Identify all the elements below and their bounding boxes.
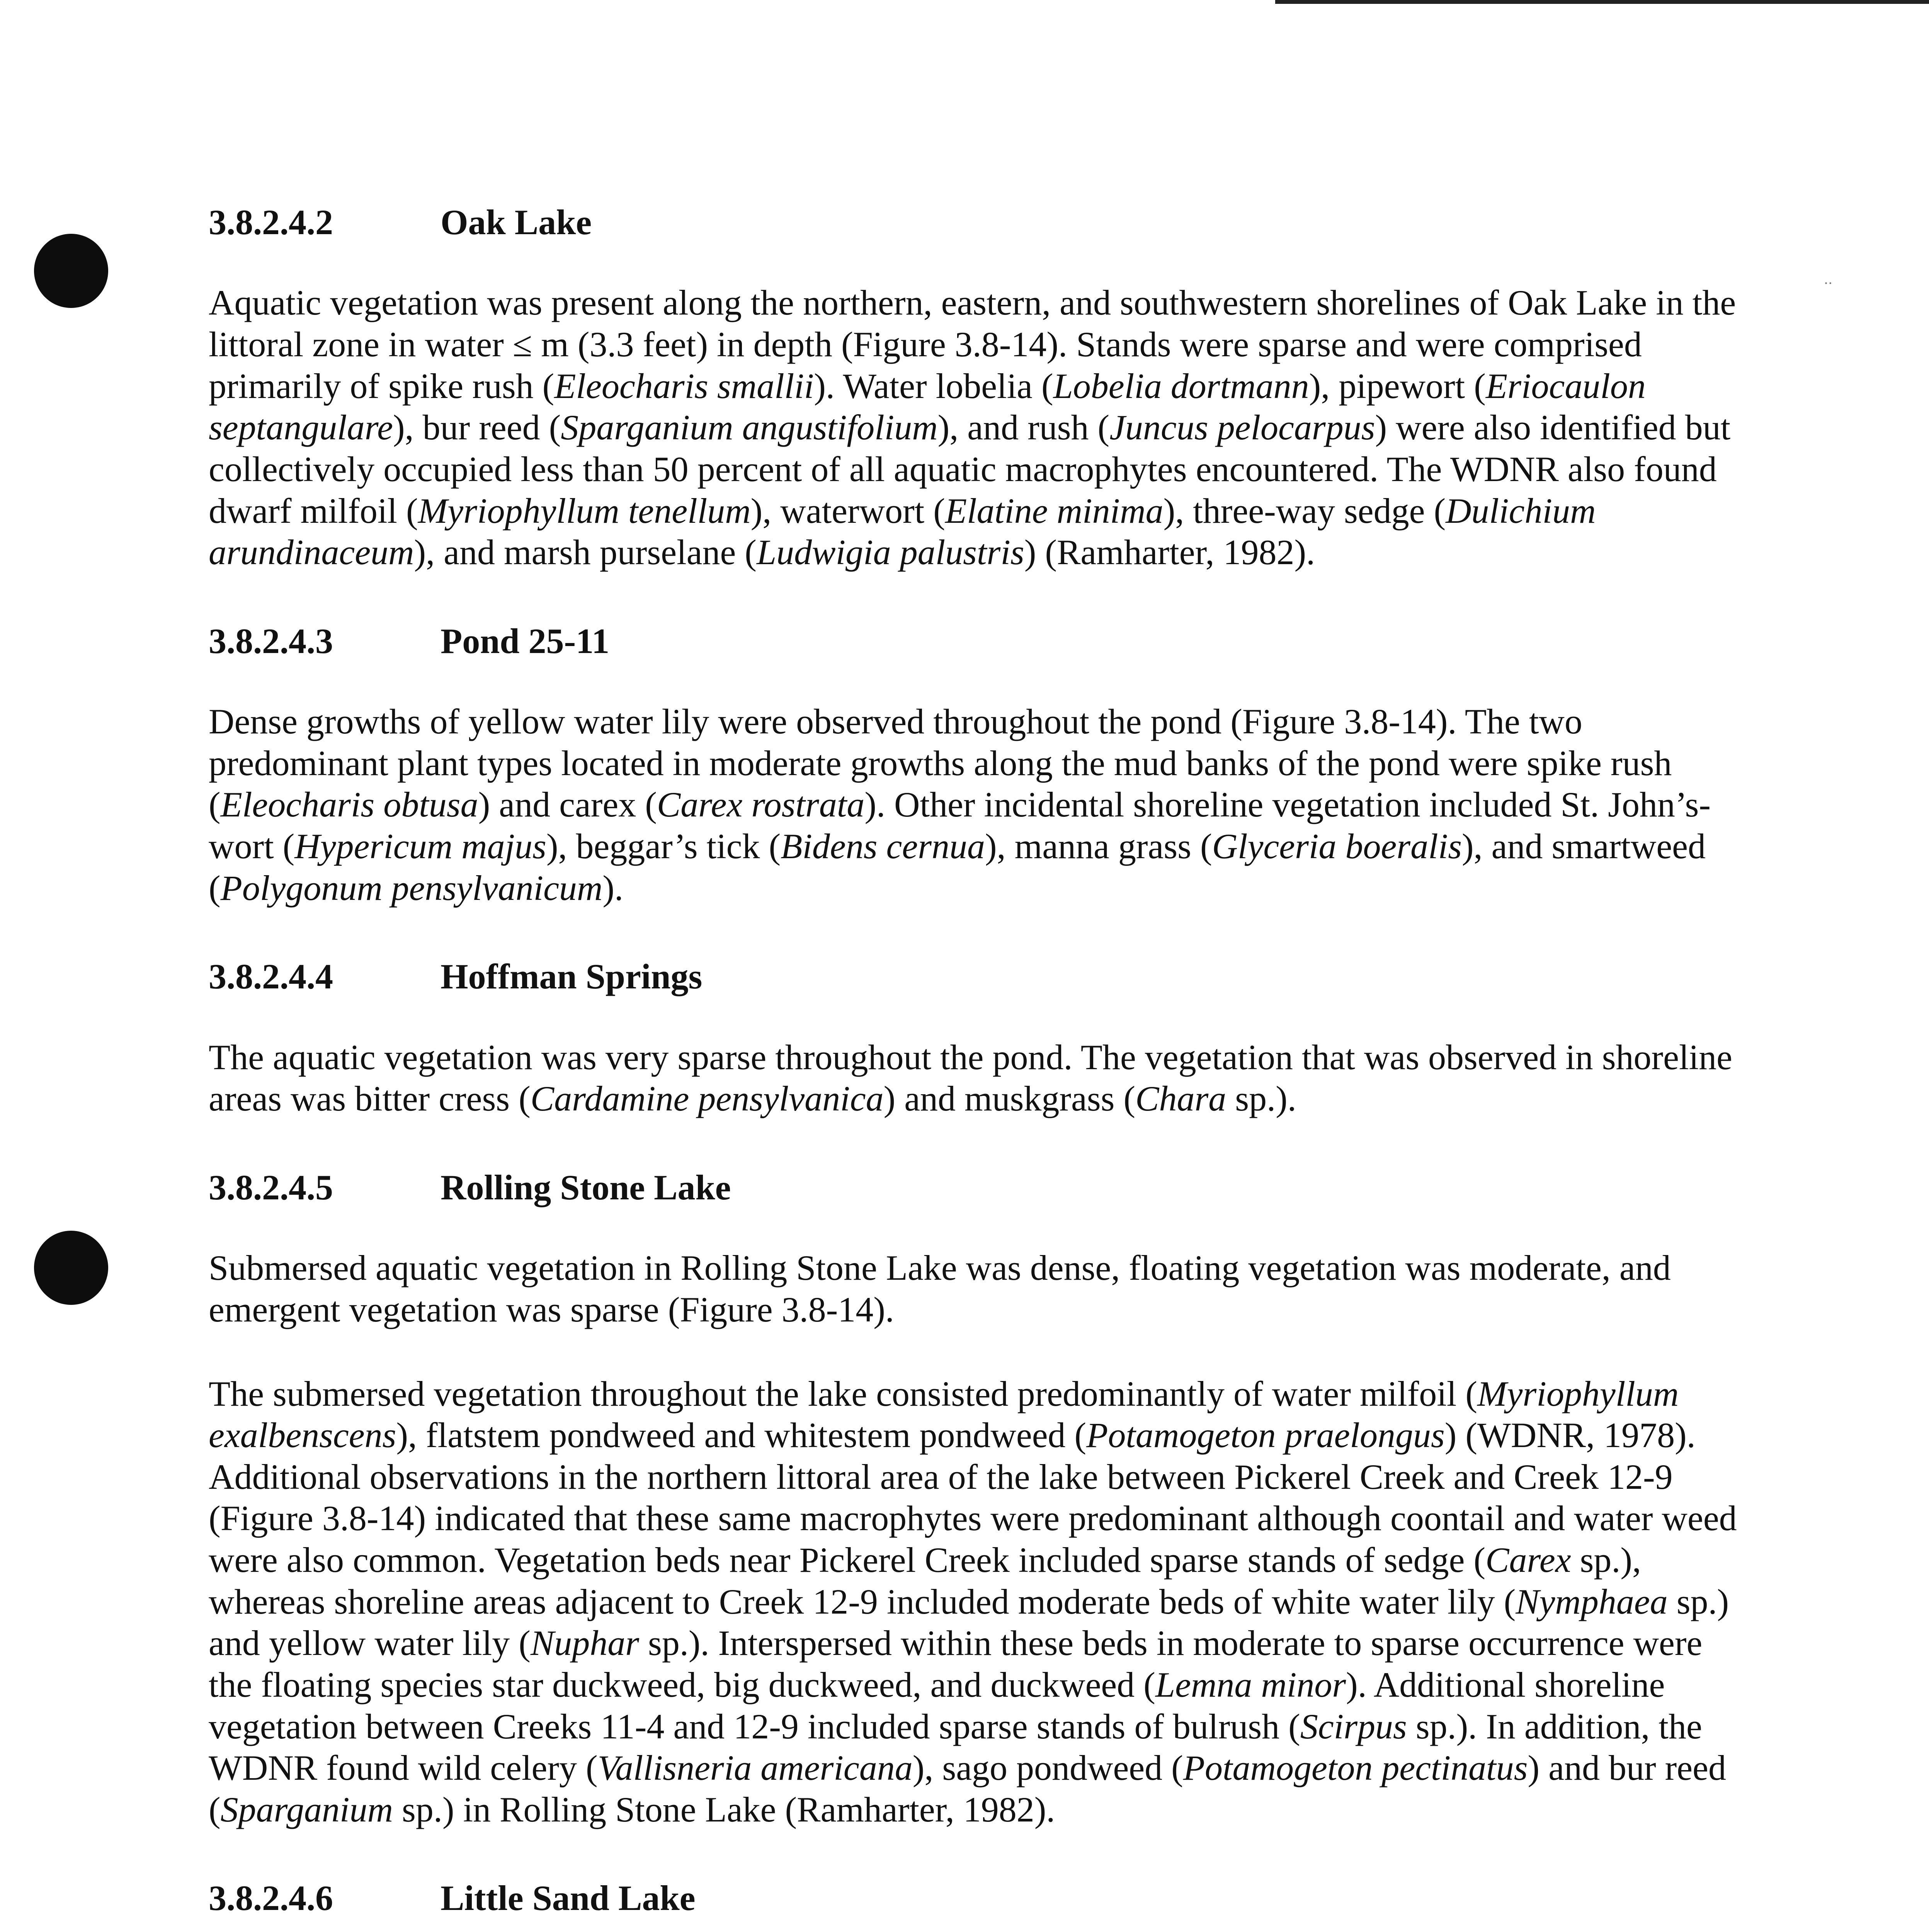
text-run: ) (Ramharter, 1982).: [1024, 532, 1315, 572]
section: [201, 1166, 1747, 1831]
text-run: sp.). In addition, the WDNR found wild celery (: [209, 1706, 1702, 1788]
species-name: Myriophyllum exalbenscens: [209, 1374, 1679, 1455]
species-name: Bidens cernua: [781, 827, 985, 866]
species-name: Glyceria boeralis: [1212, 827, 1462, 866]
species-name: Eleocharis smallii: [554, 366, 814, 406]
species-name: Eleocharis obtusa: [220, 785, 478, 825]
text-run: sp.) and yellow water lily (: [209, 1582, 1729, 1663]
species-name: Cardamine pensylvanica: [530, 1079, 884, 1119]
section-heading: [209, 201, 1747, 243]
species-name: Vallisneria americana: [597, 1748, 913, 1788]
text-run: The submersed vegetation throughout the lake consisted predominantly of water milfoil (: [209, 1374, 1478, 1413]
species-name: Carex: [1485, 1540, 1571, 1580]
text-run: Aquatic vegetation was present along the northern, eastern, and southwestern shorelines of Oak Lake in the littoral zone in water ≤ m (3.3 feet) in depth (Figure 3.8-14). Stands were sparse and were comprised primarily of spike rush (: [209, 283, 1736, 406]
paragraph: [209, 1373, 1747, 1831]
text-run: ), and smartweed (: [209, 827, 1706, 908]
species-name: Nuphar: [530, 1623, 640, 1663]
section-heading: [209, 1166, 1747, 1209]
section-heading: [209, 1877, 1747, 1919]
text-run: ), pipewort (: [1309, 366, 1486, 406]
section-number: 3.8.2.4.5: [209, 1167, 333, 1207]
species-name: Sparganium: [220, 1789, 393, 1829]
text-run: ). Other incidental shoreline vegetation included St. John’s-wort (: [209, 785, 1711, 866]
paragraph: [209, 282, 1747, 573]
text-run: sp.).: [1226, 1079, 1296, 1119]
text-run: ) and bur reed (: [209, 1748, 1726, 1829]
species-name: Juncus pelocarpus: [1109, 408, 1375, 447]
species-name: Lemna minor: [1155, 1665, 1346, 1704]
stray-mark: ..: [1824, 270, 1833, 287]
document-body: [201, 201, 1747, 1932]
text-run: sp.), whereas shoreline areas adjacent to Creek 12-9 included moderate beds of white water lily (: [209, 1540, 1642, 1621]
section-title: Rolling Stone Lake: [441, 1167, 731, 1207]
species-name: Chara: [1135, 1079, 1226, 1119]
species-name: Dulichium arundinaceum: [209, 491, 1596, 572]
species-name: Ludwigia palustris: [756, 532, 1024, 572]
paragraph: [209, 701, 1747, 909]
species-name: Polygonum pensylvanicum: [220, 868, 603, 908]
species-name: Eriocaulon septangulare: [209, 366, 1646, 447]
text-run: ) and muskgrass (: [883, 1079, 1136, 1119]
species-name: Potamogeton praelongus: [1086, 1415, 1445, 1455]
section-title: Little Sand Lake: [441, 1878, 696, 1918]
section-number: 3.8.2.4.2: [209, 202, 333, 242]
paragraph: [209, 1037, 1747, 1120]
section-number: 3.8.2.4.6: [209, 1878, 333, 1918]
section: [201, 1877, 1747, 1932]
text-run: The aquatic vegetation was very sparse throughout the pond. The vegetation that was observed in shoreline areas was bitter cress (: [209, 1037, 1732, 1119]
species-name: Nymphaea: [1516, 1582, 1668, 1621]
section-number: 3.8.2.4.4: [209, 957, 333, 997]
section: [201, 955, 1747, 1120]
punch-hole-middle: [34, 1231, 108, 1305]
punch-hole-top: [34, 234, 108, 308]
section: [201, 620, 1747, 909]
text-run: ), sago pondweed (: [912, 1748, 1183, 1788]
species-name: Myriophyllum tenellum: [418, 491, 751, 531]
text-run: ), beggar’s tick (: [546, 827, 781, 866]
text-run: sp.) in Rolling Stone Lake (Ramharter, 1982).: [393, 1789, 1055, 1829]
text-run: ). Additional shoreline vegetation between Creeks 11-4 and 12-9 included sparse stands of bulrush (: [209, 1665, 1665, 1746]
top-edge-rule: [1275, 0, 1929, 4]
text-run: ) and carex (: [478, 785, 657, 825]
text-run: ) (WDNR, 1978). Additional observations in the northern littoral area of the lake between Pickerel Creek and Creek 12-9 (Figure 3.8-14) indicated that these same macrophytes were predominant although coontail and water weed were also common. Vegetation beds near Pickerel Creek included sparse stands of sedge (: [209, 1415, 1737, 1580]
species-name: Potamogeton pectinatus: [1183, 1748, 1528, 1788]
species-name: Scirpus: [1300, 1706, 1407, 1746]
paragraph: [209, 1247, 1747, 1330]
species-name: Lobelia dortmann: [1053, 366, 1309, 406]
section-heading: [209, 955, 1747, 998]
text-run: Dense growths of yellow water lily were observed throughout the pond (Figure 3.8-14). The two predominant plant types located in moderate growths along the mud banks of the pond were spike rush (: [209, 702, 1672, 825]
text-run: ).: [602, 868, 624, 908]
section-title: Hoffman Springs: [441, 957, 703, 997]
text-run: ), waterwort (: [750, 491, 945, 531]
section: [201, 201, 1747, 573]
text-run: ). Water lobelia (: [814, 366, 1053, 406]
species-name: Elatine minima: [945, 491, 1164, 531]
species-name: Carex rostrata: [657, 785, 865, 825]
text-run: ), three-way sedge (: [1163, 491, 1446, 531]
text-run: ) were also identified but collectively occupied less than 50 percent of all aquatic macrophytes encountered. The WDNR also found dwarf milfoil (: [209, 408, 1731, 531]
section-title: Oak Lake: [441, 202, 592, 242]
section-title: Pond 25-11: [441, 621, 610, 661]
section-heading: [209, 620, 1747, 662]
text-run: ), bur reed (: [393, 408, 561, 447]
text-run: Submersed aquatic vegetation in Rolling Stone Lake was dense, floating vegetation was moderate, and emergent vegetation was sparse (Figure 3.8-14).: [209, 1248, 1671, 1329]
species-name: Sparganium angustifolium: [561, 408, 938, 447]
text-run: ), and marsh purselane (: [414, 532, 757, 572]
text-run: sp.). Interspersed within these beds in moderate to sparse occurrence were the floating species star duckweed, big duckweed, and duckweed (: [209, 1623, 1703, 1704]
species-name: Hypericum majus: [294, 827, 546, 866]
text-run: ), manna grass (: [985, 827, 1212, 866]
section-number: 3.8.2.4.3: [209, 621, 333, 661]
text-run: ), flatstem pondweed and whitestem pondweed (: [396, 1415, 1087, 1455]
text-run: ), and rush (: [937, 408, 1110, 447]
